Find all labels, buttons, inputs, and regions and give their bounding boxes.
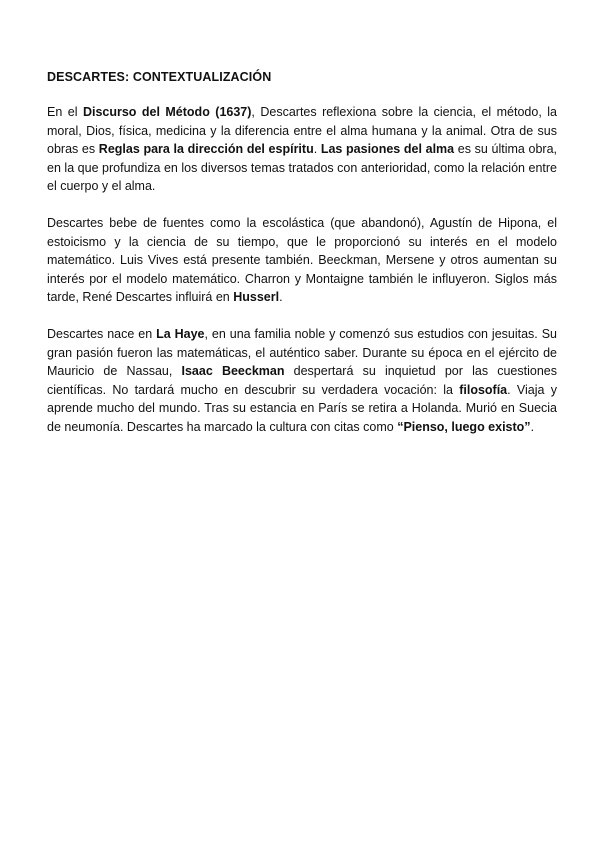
text-run: , Descartes reflexiona sobre la ciencia, el método, la moral, Dios, física, medicina y la diferencia entre el alma humana y la animal. Otra de sus obras es bbox=[47, 105, 557, 157]
text-run: Descartes nace en bbox=[47, 326, 157, 341]
text-run: . bbox=[279, 290, 283, 305]
paragraph-works bbox=[47, 103, 557, 196]
bold-text-pasiones: Las pasiones del alma bbox=[320, 142, 455, 157]
text-run: En el bbox=[47, 105, 83, 119]
text-run: , en una familia noble y comenzó sus estudios con jesuitas. Su gran pasión fueron las matemáticas, el auténtico saber. Durante su época en el ejército de Mauricio de Nassau, bbox=[47, 326, 557, 379]
bold-text-quote: “Pienso, luego existo” bbox=[397, 419, 531, 434]
bold-text-filosofia: filosofía bbox=[459, 382, 508, 397]
text-run: . bbox=[313, 142, 321, 157]
text-run: . Viaja y aprende mucho del mundo. Tras su estancia en París se retira a Holanda. Murió en Suecia de neumonía. Descartes ha marcado la cultura con citas como bbox=[47, 382, 557, 434]
bold-text-discurso: Discurso del Método (1637) bbox=[82, 105, 252, 119]
bold-text-beeckman: Isaac Beeckman bbox=[181, 364, 285, 379]
text-run: despertará su inquietud por las cuestiones científicas. No tardará mucho en descubrir su verdadera vocación: la bbox=[47, 364, 557, 397]
text-run: . bbox=[530, 419, 535, 434]
text-run: Descartes bebe de fuentes como la escolástica (que abandonó), Agustín de Hipona, el estoicismo y la ciencia de su tiempo, que le proporcionó su interés en el modelo matemático. Luis Vives está presente también. Beeckman, Mersene y otros aumentan su interés por el modelo matemático. Charron y Montaigne también le influyeron. Siglos más tarde, René Descartes influirá en bbox=[47, 215, 557, 305]
document-page bbox=[47, 70, 557, 455]
document-title: DESCARTES: CONTEXTUALIZACIÓN bbox=[47, 70, 272, 84]
text-run: es su última obra, en la que profundiza en los diversos temas tratados con anterioridad, como la relación entre el cuerpo y el alma. bbox=[47, 142, 557, 194]
paragraph-biography bbox=[47, 325, 557, 437]
paragraph-influences bbox=[47, 214, 557, 307]
bold-text-husserl: Husserl bbox=[233, 290, 280, 305]
bold-text-la-haye: La Haye bbox=[156, 326, 205, 341]
bold-text-reglas: Reglas para la dirección del espíritu bbox=[98, 142, 314, 157]
